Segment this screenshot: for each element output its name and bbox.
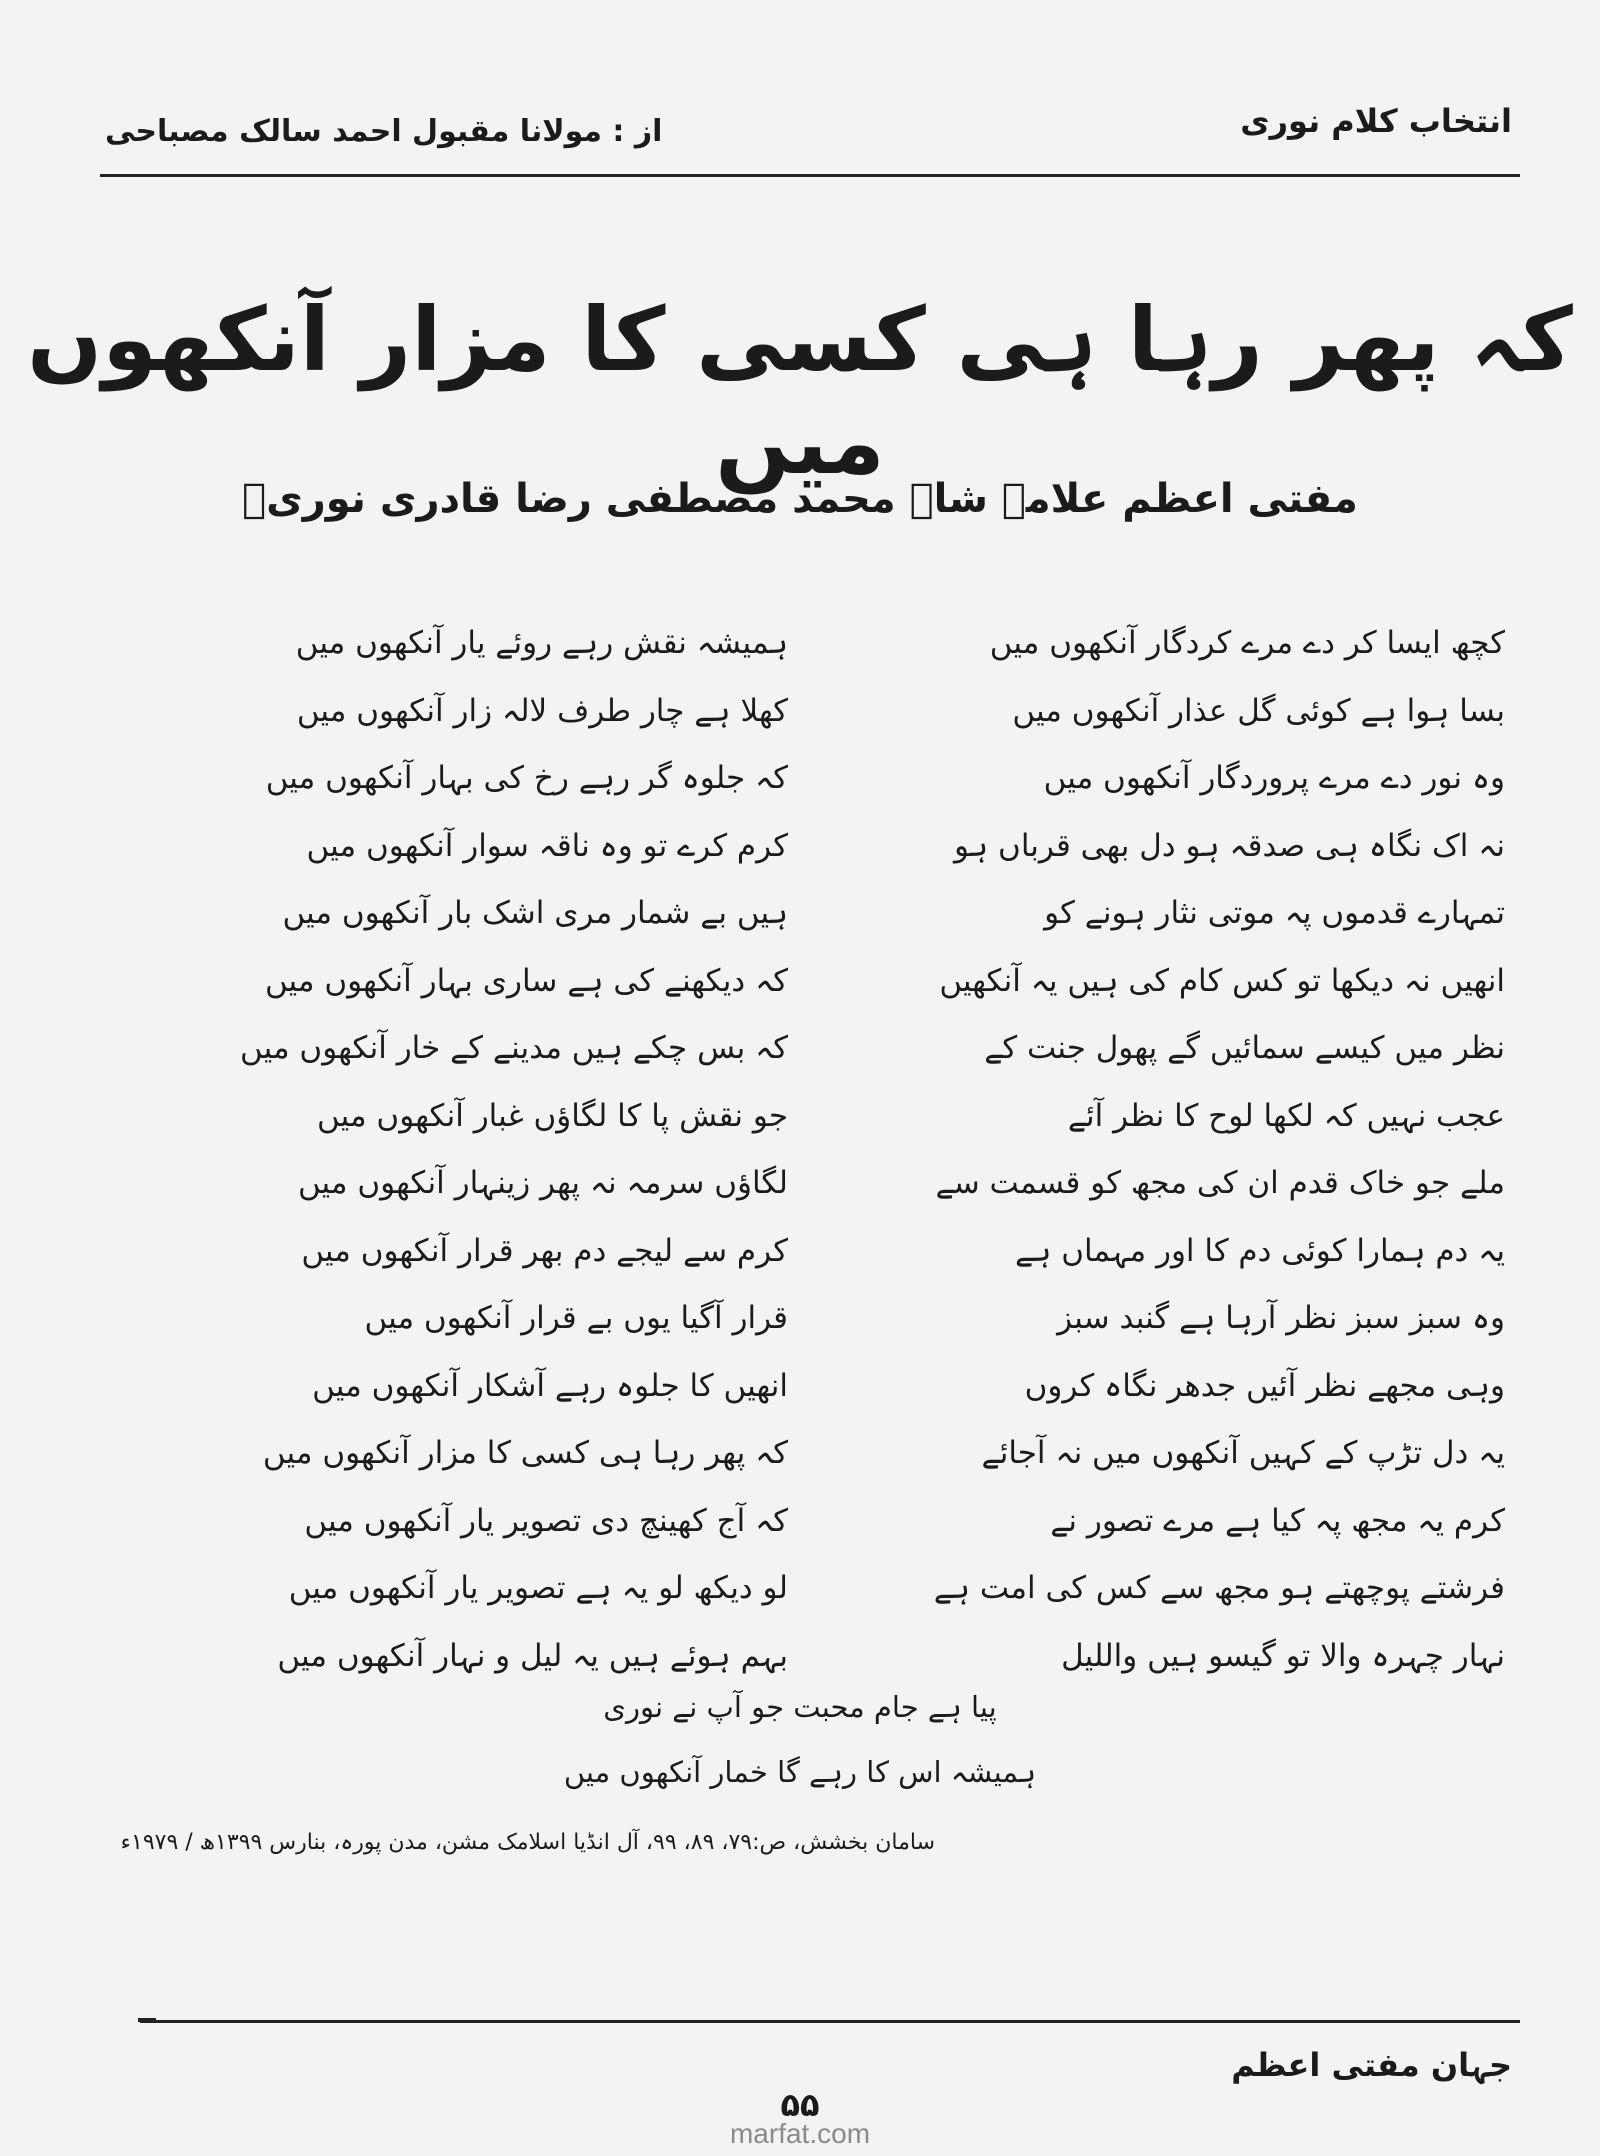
- poem-title: کہ پھر رہا ہی کسی کا مزار آنکھوں میں: [27, 288, 1573, 494]
- couplet-line-second: ہمیشہ نقش رہے روئے یار آنکھوں میں: [295, 625, 788, 661]
- couplet-line-second: کرم کرے تو وہ ناقہ سوار آنکھوں میں: [306, 827, 788, 864]
- couplet-line-first: فرشتے پوچھتے ہو مجھ سے کس کی امت ہے: [933, 1570, 1505, 1606]
- couplet-line-second: لگاؤں سرمہ نہ پھر زینہار آنکھوں میں: [297, 1165, 788, 1201]
- couplet-line-second: بہم ہوئے ہیں یہ لیل و نہار آنکھوں میں: [277, 1637, 788, 1674]
- page-number: ۵۵: [780, 2086, 820, 2124]
- book-title: انتخاب کلام نوری: [1240, 102, 1512, 140]
- couplet-line-first: نہ اک نگاہ ہی صدقہ ہو دل بھی قرباں ہو: [954, 827, 1505, 864]
- couplet-line-first: کرم یہ مجھ پہ کیا ہے مرے تصور نے: [1050, 1502, 1505, 1539]
- maqta-line-1: پیا ہے جام محبت جو آپ نے نوری: [603, 1690, 997, 1724]
- couplet-line-first: وہ سبز سبز نظر آرہا ہے گنبد سبز: [1057, 1300, 1505, 1336]
- couplet-line-first: نظر میں کیسے سمائیں گے پھول جنت کے: [984, 1030, 1505, 1066]
- couplet-line-second: کھلا ہے چار طرف لالہ زار آنکھوں میں: [296, 692, 788, 729]
- couplet-line-first: یہ دل تڑپ کے کہیں آنکھوں میں نہ آجائے: [981, 1435, 1505, 1471]
- couplet-line-second: جو نقش پا کا لگاؤں غبار آنکھوں میں: [317, 1097, 788, 1134]
- couplet-line-first: انھیں نہ دیکھا تو کس کام کی ہیں یہ آنکھیں: [939, 962, 1505, 999]
- couplet-line-second: کہ جلوہ گر رہے رخ کی بہار آنکھوں میں: [265, 760, 788, 796]
- author-credit: از : مولانا مقبول احمد سالک مصباحی: [105, 114, 663, 149]
- footer-divider: [140, 2020, 1520, 2023]
- header-divider: [100, 174, 1520, 177]
- maqta-line-2: ہمیشہ اس کا رہے گا خمار آنکھوں میں: [563, 1755, 1037, 1789]
- watermark: marfat.com: [729, 2118, 871, 2149]
- couplet-line-second: لو دیکھ لو یہ ہے تصویر یار آنکھوں میں: [288, 1570, 788, 1606]
- couplet-line-first: وہ نور دے مرے پروردگار آنکھوں میں: [1043, 760, 1505, 796]
- poet-name: مفتی اعظم علامہ شاہ محمد مصطفی رضا قادری نوریؔ: [242, 476, 1358, 522]
- couplet-line-first: نہار چہرہ والا تو گیسو ہیں واللیل: [1061, 1637, 1505, 1674]
- couplet-line-second: انھیں کا جلوہ رہے آشکار آنکھوں میں: [312, 1367, 788, 1404]
- couplet-line-first: تمہارے قدموں پہ موتی نثار ہونے کو: [1044, 895, 1505, 931]
- couplet-line-first: عجب نہیں کہ لکھا لوح کا نظر آئے: [1067, 1097, 1505, 1134]
- couplet-line-second: کہ دیکھنے کی ہے ساری بہار آنکھوں میں: [264, 962, 788, 999]
- couplet-line-second: کہ پھر رہا ہی کسی کا مزار آنکھوں میں: [262, 1435, 788, 1471]
- couplet-line-second: قرار آگیا یوں بے قرار آنکھوں میں: [364, 1300, 788, 1336]
- source-note: سامان بخشش، ص:۷۹، ۸۹، ۹۹، آل انڈیا اسلامک مشن، مدن پورہ، بنارس ۱۳۹۹ھ / ۱۹۷۹ء: [120, 1830, 935, 1855]
- couplet-line-first: ملے جو خاک قدم ان کی مجھ کو قسمت سے: [935, 1165, 1505, 1201]
- couplet-line-first: یہ دم ہمارا کوئی دم کا اور مہماں ہے: [1015, 1232, 1505, 1269]
- couplet-line-second: ہیں بے شمار مری اشک بار آنکھوں میں: [282, 895, 788, 931]
- couplet-line-second: کہ آج کھینچ دی تصویر یار آنکھوں میں: [304, 1502, 788, 1539]
- couplet-line-first: بسا ہوا ہے کوئی گل عذار آنکھوں میں: [1012, 692, 1505, 729]
- footer-dash: [138, 2018, 156, 2022]
- couplet-line-first: وہی مجھے نظر آئیں جدھر نگاہ کروں: [1024, 1367, 1505, 1404]
- couplet-line-second: کرم سے لیجے دم بھر قرار آنکھوں میں: [301, 1232, 788, 1269]
- couplet-line-first: کچھ ایسا کر دے مرے کردگار آنکھوں میں: [989, 625, 1505, 661]
- couplet-line-second: کہ بس چکے ہیں مدینے کے خار آنکھوں میں: [240, 1030, 788, 1066]
- magazine-title: جہان مفتی اعظم: [1231, 2046, 1512, 2084]
